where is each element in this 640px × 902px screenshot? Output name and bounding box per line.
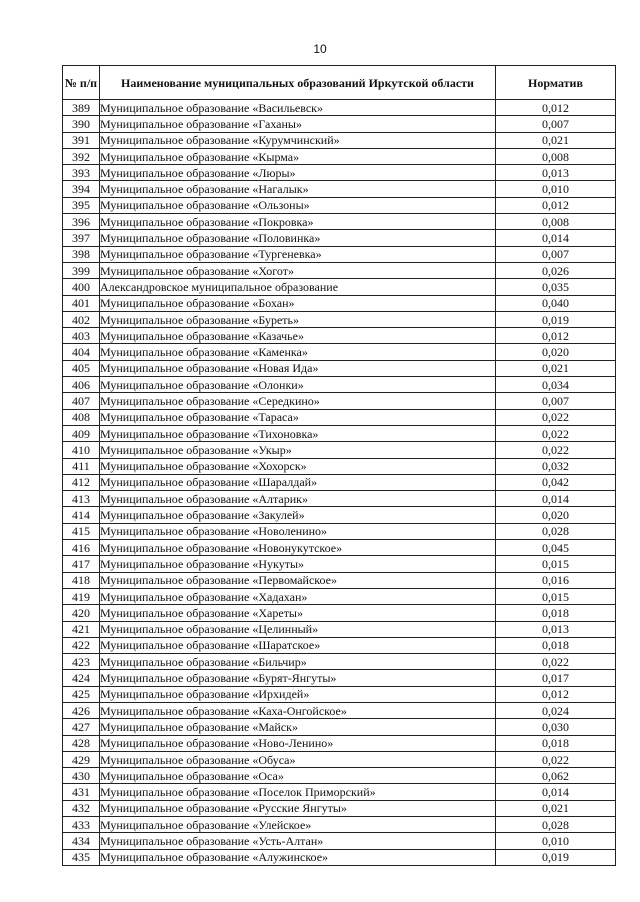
table-row: [63, 165, 616, 181]
municipality-name: Муниципальное образование «Майск»: [100, 719, 496, 735]
table-row: [63, 833, 616, 849]
row-number: 419: [63, 588, 100, 604]
municipality-name: Муниципальное образование «Люры»: [100, 165, 496, 181]
municipality-name: Муниципальное образование «Середкино»: [100, 393, 496, 409]
municipality-name: Муниципальное образование «Тараса»: [100, 409, 496, 425]
row-number: 422: [63, 637, 100, 653]
normative-value: 0,010: [496, 181, 616, 197]
municipality-name: Муниципальное образование «Новоленино»: [100, 523, 496, 539]
municipality-name: Муниципальное образование «Закулей»: [100, 507, 496, 523]
table-row: [63, 344, 616, 360]
row-number: 391: [63, 132, 100, 148]
normative-value: 0,019: [496, 311, 616, 327]
row-number: 431: [63, 784, 100, 800]
municipality-name: Муниципальное образование «Оса»: [100, 768, 496, 784]
municipality-name: Муниципальное образование «Шаралдай»: [100, 474, 496, 490]
row-number: 417: [63, 556, 100, 572]
row-number: 407: [63, 393, 100, 409]
table-row: [63, 735, 616, 751]
row-number: 408: [63, 409, 100, 425]
normative-value: 0,032: [496, 458, 616, 474]
municipality-name: Муниципальное образование «Нагалык»: [100, 181, 496, 197]
table-row: [63, 849, 616, 865]
normative-value: 0,015: [496, 588, 616, 604]
table-row: [63, 719, 616, 735]
table-row: [63, 360, 616, 376]
row-number: 434: [63, 833, 100, 849]
table-row: [63, 246, 616, 262]
municipality-name: Муниципальное образование «Новонукутское»: [100, 540, 496, 556]
municipality-name: Муниципальное образование «Ново-Ленино»: [100, 735, 496, 751]
normative-value: 0,045: [496, 540, 616, 556]
table-row: [63, 654, 616, 670]
municipality-name: Муниципальное образование «Тихоновка»: [100, 425, 496, 441]
row-number: 418: [63, 572, 100, 588]
row-number: 395: [63, 197, 100, 213]
municipality-name: Александровское муниципальное образование: [100, 279, 496, 295]
municipality-name: Муниципальное образование «Буреть»: [100, 311, 496, 327]
municipality-name: Муниципальное образование «Поселок Приморский»: [100, 784, 496, 800]
municipality-name: Муниципальное образование «Олонки»: [100, 377, 496, 393]
municipality-name: Муниципальное образование «Хадахан»: [100, 588, 496, 604]
municipality-name: Муниципальное образование «Ирхидей»: [100, 686, 496, 702]
table-row: [63, 768, 616, 784]
row-number: 411: [63, 458, 100, 474]
table-row: [63, 474, 616, 490]
normative-value: 0,020: [496, 344, 616, 360]
table-row: [63, 100, 616, 116]
normative-value: 0,016: [496, 572, 616, 588]
municipality-name: Муниципальное образование «Целинный»: [100, 621, 496, 637]
row-number: 390: [63, 116, 100, 132]
table-row: [63, 670, 616, 686]
row-number: 406: [63, 377, 100, 393]
municipality-name: Муниципальное образование «Обуса»: [100, 751, 496, 767]
table-row: [63, 262, 616, 278]
normative-value: 0,018: [496, 735, 616, 751]
table-row: [63, 181, 616, 197]
table-row: [63, 621, 616, 637]
row-number: 416: [63, 540, 100, 556]
table-row: [63, 328, 616, 344]
normative-value: 0,021: [496, 132, 616, 148]
row-number: 405: [63, 360, 100, 376]
table-header-row: [63, 66, 616, 100]
municipality-name: Муниципальное образование «Алтарик»: [100, 491, 496, 507]
table-row: [63, 377, 616, 393]
normative-value: 0,022: [496, 425, 616, 441]
table-body: [63, 100, 616, 866]
normative-value: 0,010: [496, 833, 616, 849]
normative-value: 0,007: [496, 393, 616, 409]
municipality-name: Муниципальное образование «Тургеневка»: [100, 246, 496, 262]
normative-value: 0,034: [496, 377, 616, 393]
normative-value: 0,018: [496, 637, 616, 653]
normative-value: 0,012: [496, 686, 616, 702]
normative-value: 0,018: [496, 605, 616, 621]
row-number: 413: [63, 491, 100, 507]
row-number: 415: [63, 523, 100, 539]
normative-value: 0,019: [496, 849, 616, 865]
municipality-name: Муниципальное образование «Васильевск»: [100, 100, 496, 116]
page-number: 10: [313, 42, 327, 56]
municipality-name: Муниципальное образование «Нукуты»: [100, 556, 496, 572]
municipality-name: Муниципальное образование «Хохорск»: [100, 458, 496, 474]
normative-value: 0,035: [496, 279, 616, 295]
normative-value: 0,026: [496, 262, 616, 278]
row-number: 414: [63, 507, 100, 523]
row-number: 398: [63, 246, 100, 262]
table-row: [63, 425, 616, 441]
table-row: [63, 588, 616, 604]
row-number: 397: [63, 230, 100, 246]
row-number: 410: [63, 442, 100, 458]
municipality-name: Муниципальное образование «Каменка»: [100, 344, 496, 360]
table-row: [63, 311, 616, 327]
municipality-name: Муниципальное образование «Бильчир»: [100, 654, 496, 670]
row-number: 392: [63, 148, 100, 164]
municipality-name: Муниципальное образование «Усть-Алтан»: [100, 833, 496, 849]
row-number: 400: [63, 279, 100, 295]
normative-value: 0,020: [496, 507, 616, 523]
normative-value: 0,028: [496, 523, 616, 539]
normative-value: 0,030: [496, 719, 616, 735]
table-row: [63, 556, 616, 572]
normative-value: 0,008: [496, 148, 616, 164]
row-number: 409: [63, 425, 100, 441]
normative-value: 0,022: [496, 409, 616, 425]
normative-value: 0,024: [496, 702, 616, 718]
municipality-name: Муниципальное образование «Покровка»: [100, 214, 496, 230]
municipality-name: Муниципальное образование «Казачье»: [100, 328, 496, 344]
normative-value: 0,012: [496, 328, 616, 344]
normative-value: 0,012: [496, 197, 616, 213]
normative-value: 0,014: [496, 784, 616, 800]
municipality-name: Муниципальное образование «Ользоны»: [100, 197, 496, 213]
table-row: [63, 523, 616, 539]
normative-value: 0,015: [496, 556, 616, 572]
municipality-name: Муниципальное образование «Гаханы»: [100, 116, 496, 132]
row-number: 435: [63, 849, 100, 865]
table-row: [63, 605, 616, 621]
table-row: [63, 686, 616, 702]
municipality-name: Муниципальное образование «Первомайское»: [100, 572, 496, 588]
table-row: [63, 442, 616, 458]
table-row: [63, 817, 616, 833]
normative-value: 0,062: [496, 768, 616, 784]
table-row: [63, 507, 616, 523]
normative-value: 0,013: [496, 165, 616, 181]
normative-value: 0,014: [496, 491, 616, 507]
municipality-name: Муниципальное образование «Хареты»: [100, 605, 496, 621]
table-row: [63, 800, 616, 816]
row-number: 423: [63, 654, 100, 670]
table-row: [63, 279, 616, 295]
municipality-name: Муниципальное образование «Шаратское»: [100, 637, 496, 653]
normative-value: 0,007: [496, 116, 616, 132]
table-row: [63, 491, 616, 507]
normative-table: [62, 65, 616, 866]
table-row: [63, 393, 616, 409]
normative-value: 0,021: [496, 800, 616, 816]
row-number: 427: [63, 719, 100, 735]
header-normative: Норматив: [496, 66, 616, 100]
municipality-name: Муниципальное образование «Кырма»: [100, 148, 496, 164]
normative-value: 0,042: [496, 474, 616, 490]
municipality-name: Муниципальное образование «Новая Ида»: [100, 360, 496, 376]
row-number: 403: [63, 328, 100, 344]
normative-value: 0,012: [496, 100, 616, 116]
row-number: 432: [63, 800, 100, 816]
municipality-name: Муниципальное образование «Половинка»: [100, 230, 496, 246]
table-row: [63, 637, 616, 653]
table-row: [63, 458, 616, 474]
municipality-name: Муниципальное образование «Укыр»: [100, 442, 496, 458]
table-row: [63, 132, 616, 148]
table-row: [63, 751, 616, 767]
table-row: [63, 197, 616, 213]
municipality-name: Муниципальное образование «Улейское»: [100, 817, 496, 833]
normative-value: 0,021: [496, 360, 616, 376]
row-number: 424: [63, 670, 100, 686]
table-row: [63, 540, 616, 556]
municipality-name: Муниципальное образование «Курумчинский»: [100, 132, 496, 148]
normative-value: 0,014: [496, 230, 616, 246]
row-number: 433: [63, 817, 100, 833]
normative-value: 0,008: [496, 214, 616, 230]
table-row: [63, 116, 616, 132]
municipality-name: Муниципальное образование «Бохан»: [100, 295, 496, 311]
row-number: 421: [63, 621, 100, 637]
table-row: [63, 784, 616, 800]
normative-value: 0,022: [496, 442, 616, 458]
row-number: 402: [63, 311, 100, 327]
row-number: 429: [63, 751, 100, 767]
row-number: 401: [63, 295, 100, 311]
row-number: 396: [63, 214, 100, 230]
normative-value: 0,007: [496, 246, 616, 262]
row-number: 420: [63, 605, 100, 621]
table-row: [63, 148, 616, 164]
row-number: 389: [63, 100, 100, 116]
row-number: 428: [63, 735, 100, 751]
row-number: 393: [63, 165, 100, 181]
row-number: 404: [63, 344, 100, 360]
row-number: 425: [63, 686, 100, 702]
table-row: [63, 572, 616, 588]
normative-value: 0,017: [496, 670, 616, 686]
municipality-name: Муниципальное образование «Хогот»: [100, 262, 496, 278]
row-number: 399: [63, 262, 100, 278]
table-row: [63, 702, 616, 718]
header-number: № п/п: [63, 66, 100, 100]
table-row: [63, 295, 616, 311]
table-row: [63, 230, 616, 246]
table-row: [63, 214, 616, 230]
municipality-name: Муниципальное образование «Алужинское»: [100, 849, 496, 865]
header-name: Наименование муниципальных образований Иркутской области: [100, 66, 496, 100]
normative-value: 0,040: [496, 295, 616, 311]
municipality-name: Муниципальное образование «Русские Янгуты»: [100, 800, 496, 816]
row-number: 430: [63, 768, 100, 784]
normative-value: 0,022: [496, 654, 616, 670]
municipality-name: Муниципальное образование «Каха-Онгойское»: [100, 702, 496, 718]
normative-value: 0,013: [496, 621, 616, 637]
row-number: 394: [63, 181, 100, 197]
municipality-name: Муниципальное образование «Бурят-Янгуты»: [100, 670, 496, 686]
row-number: 412: [63, 474, 100, 490]
row-number: 426: [63, 702, 100, 718]
normative-value: 0,022: [496, 751, 616, 767]
normative-value: 0,028: [496, 817, 616, 833]
table-row: [63, 409, 616, 425]
